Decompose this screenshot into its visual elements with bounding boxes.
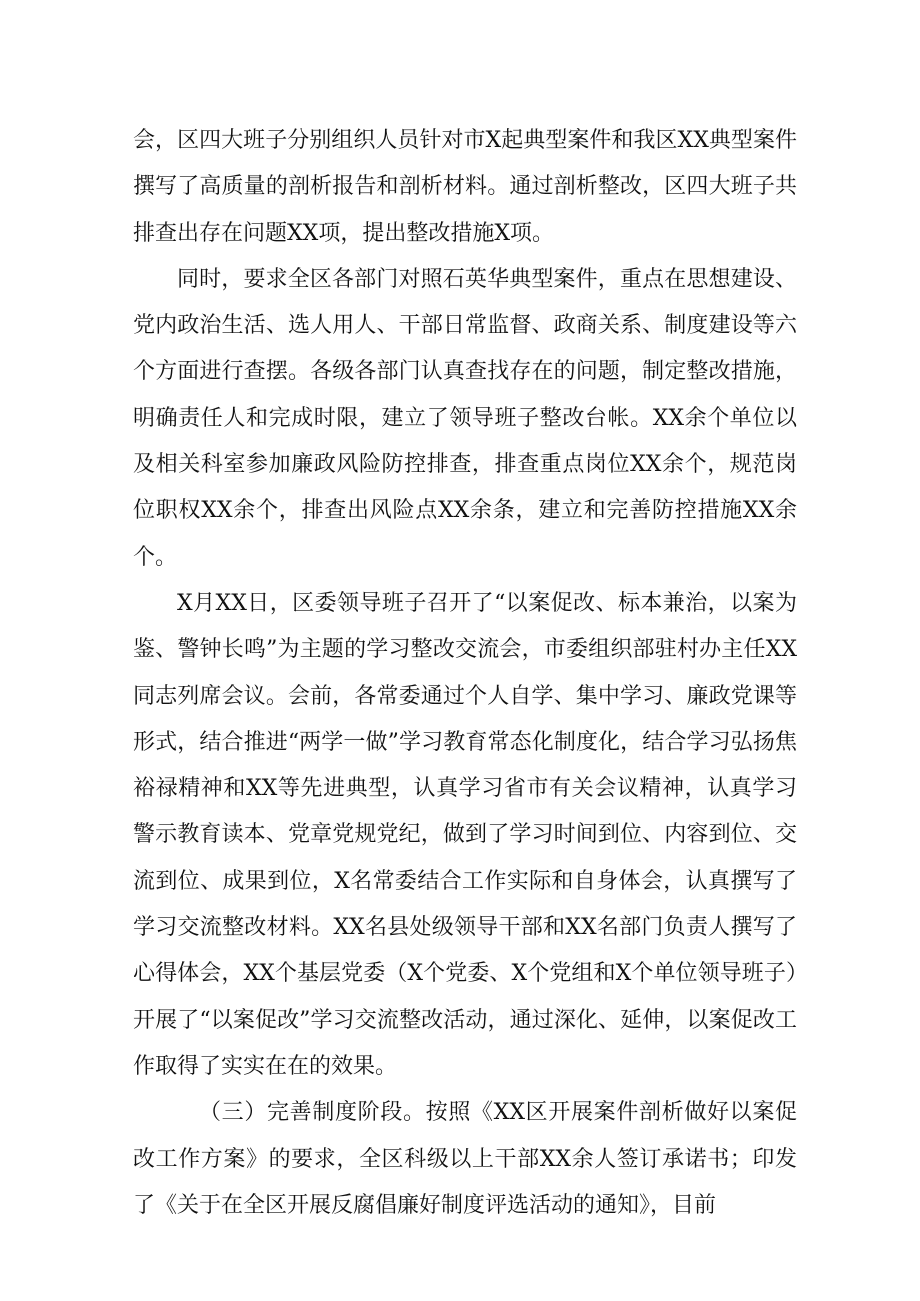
paragraph-system-improvement: （三）完善制度阶段。按照《XX区开展案件剖析做好以案促改工作方案》的要求，全区科级以上干部XX余人签订承诺书；印发了《关于在全区开展反腐倡廉好制度评选活动的通知》，目前: [133, 1100, 797, 1218]
document-body: [133, 118, 797, 1229]
paragraph-department-review: 同时，要求全区各部门对照石英华典型案件，重点在思想建设、党内政治生活、选人用人、干部日常监督、政商关系、制度建设等六个方面进行查摆。各级各部门认真查找存在的问题，制定整改措施，明确责任人和完成时限，建立了领导班子整改台帐。XX余个单位以及相关科室参加廉政风险防控排查，排查重点岗位XX余个，规范岗位职权XX余个，排查出风险点XX余条，建立和完善防控措施XX余个。: [133, 266, 797, 570]
paragraph-continuation: 会，区四大班子分别组织人员针对市X起典型案件和我区XX典型案件撰写了高质量的剖析报告和剖析材料。通过剖析整改，区四大班子共排查出存在问题XX项，提出整改措施X项。: [133, 128, 797, 246]
paragraph-exchange-meeting: X月XX日，区委领导班子召开了“以案促改、标本兼治，以案为鉴、警钟长鸣”为主题的学习整改交流会，市委组织部驻村办主任XX同志列席会议。会前，各常委通过个人自学、集中学习、廉政党课等形式，结合推进“两学一做”学习教育常态化制度化，结合学习弘扬焦裕禄精神和XX等先进典型，认真学习省市有关会议精神，认真学习警示教育读本、党章党规党纪，做到了学习时间到位、内容到位、交流到位、成果到位，X名常委结合工作实际和自身体会，认真撰写了学习交流整改材料。XX名县处级领导干部和XX名部门负责人撰写了心得体会，XX个基层党委（X个党委、X个党组和X个单位领导班子）开展了“以案促改”学习交流整改活动，通过深化、延伸，以案促改工作取得了实实在在的效果。: [133, 590, 797, 1079]
